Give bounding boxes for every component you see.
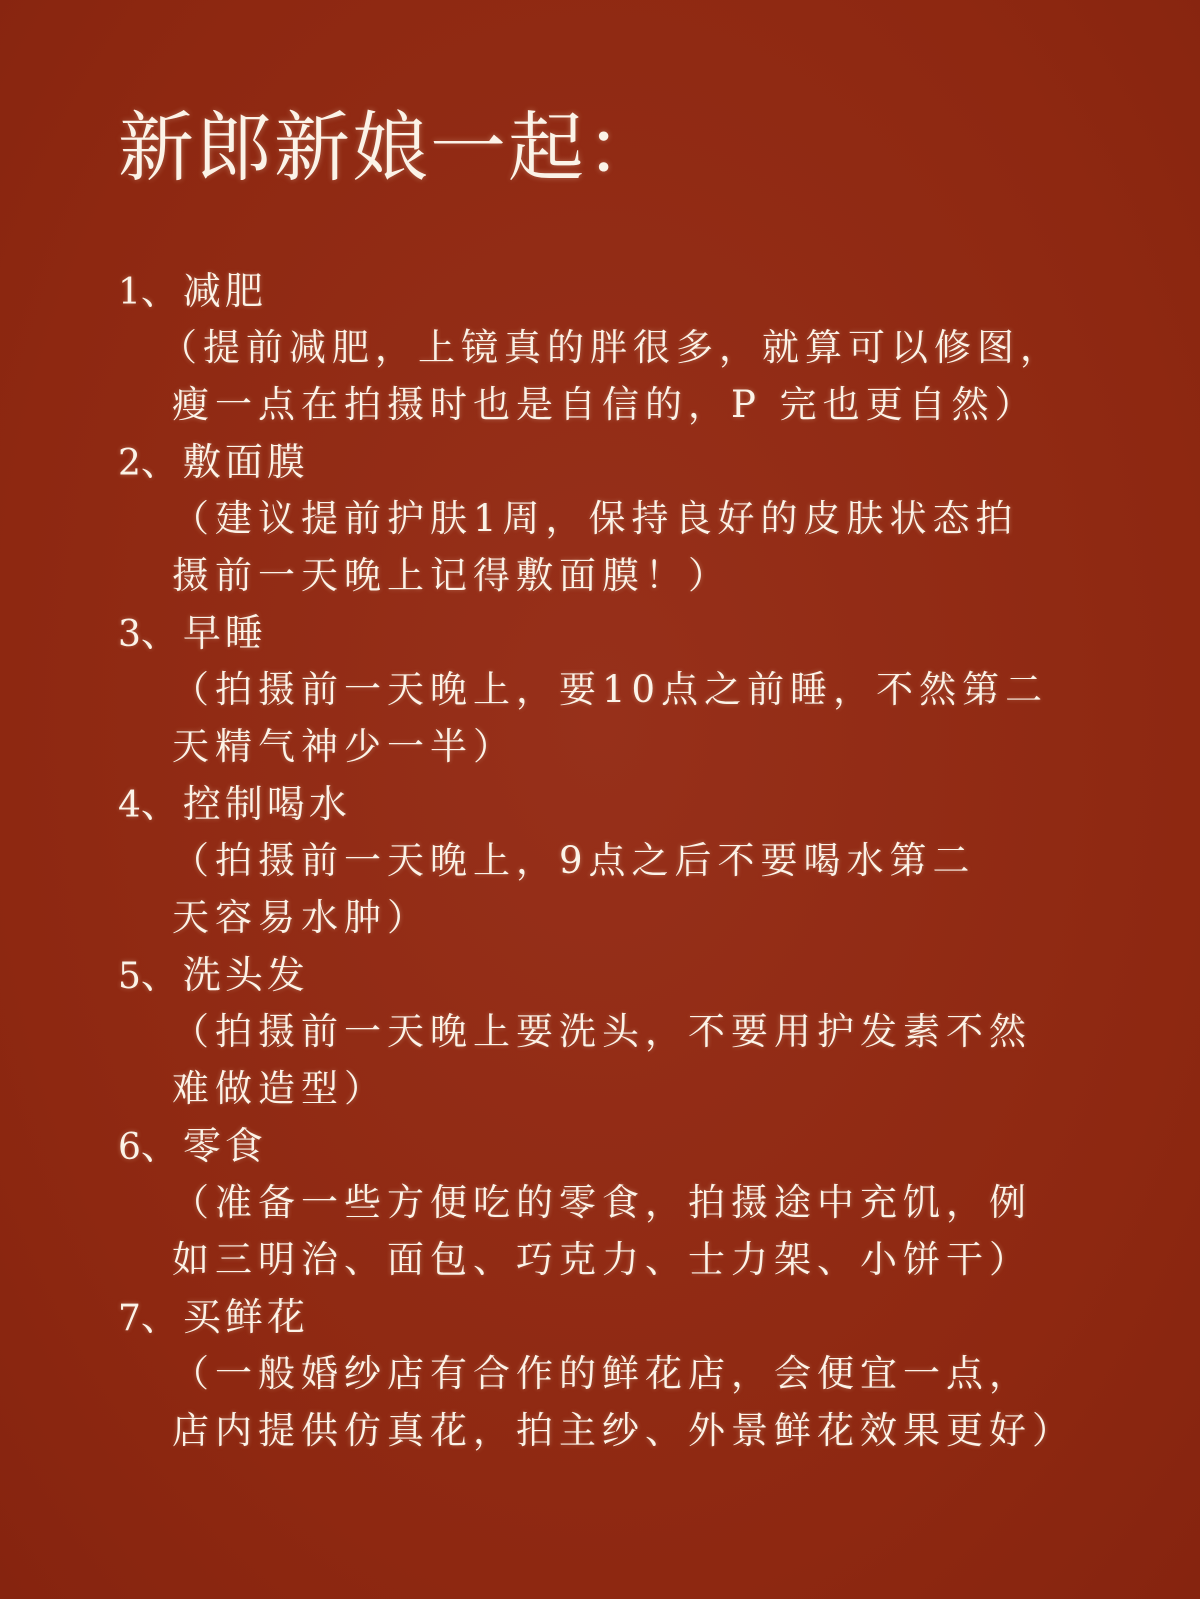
item-number: 3 xyxy=(118,614,141,655)
item-name: 早睡 xyxy=(182,611,267,655)
item-number: 6 xyxy=(118,1127,141,1168)
item-name: 零食 xyxy=(182,1124,267,1168)
item-name: 敷面膜 xyxy=(182,440,309,484)
item-detail-line: （一般婚纱店有合作的鲜花店，会便宜一点， xyxy=(172,1352,1032,1395)
list-item xyxy=(118,604,1118,775)
item-separator: 、 xyxy=(140,1295,183,1339)
item-detail-line: （拍摄前一天晚上要洗头，不要用护发素不然 xyxy=(172,1010,1032,1053)
item-separator: 、 xyxy=(140,782,183,826)
item-separator: 、 xyxy=(140,440,183,484)
item-heading xyxy=(118,1288,1118,1346)
item-detail-line: （建议提前护肤1周，保持良好的皮肤状态拍 xyxy=(172,497,1019,540)
item-name: 控制喝水 xyxy=(182,782,351,826)
item-detail-line: 天精气神少一半） xyxy=(172,724,516,768)
list-item xyxy=(118,1117,1118,1288)
item-heading xyxy=(118,775,1118,833)
item-detail-line: （拍摄前一天晚上，9点之后不要喝水第二 xyxy=(172,839,976,882)
item-separator: 、 xyxy=(140,269,183,313)
list-item xyxy=(118,1288,1118,1459)
list-item xyxy=(118,946,1118,1117)
item-separator: 、 xyxy=(140,1124,183,1168)
item-detail-line: 店内提供仿真花，拍主纱、外景鲜花效果更好） xyxy=(172,1408,1075,1452)
item-detail-line: （拍摄前一天晚上，要10点之前睡，不然第二 xyxy=(172,668,1049,711)
item-detail-line: 难做造型） xyxy=(172,1066,387,1110)
page-title: 新郎新娘一起： xyxy=(118,103,664,192)
item-name: 洗头发 xyxy=(182,953,309,997)
item-detail-line: 如三明治、面包、巧克力、士力架、小饼干） xyxy=(172,1237,1032,1281)
item-heading xyxy=(118,262,1118,320)
item-number: 1 xyxy=(118,272,141,313)
item-heading xyxy=(118,604,1118,662)
item-detail-line: 天容易水肿） xyxy=(172,895,430,939)
item-number: 4 xyxy=(118,785,141,826)
item-number: 7 xyxy=(118,1298,141,1339)
item-heading xyxy=(118,946,1118,1004)
item-separator: 、 xyxy=(140,611,183,655)
list-item xyxy=(118,262,1118,433)
item-heading xyxy=(118,1117,1118,1175)
item-separator: 、 xyxy=(140,953,183,997)
item-detail-line: （准备一些方便吃的零食，拍摄途中充饥，例 xyxy=(172,1181,1032,1224)
item-number: 2 xyxy=(118,443,141,484)
item-name: 减肥 xyxy=(182,269,267,313)
item-detail-line: 摄前一天晚上记得敷面膜！） xyxy=(172,553,731,597)
item-detail-line: （提前减肥，上镜真的胖很多，就算可以修图， xyxy=(160,326,1063,369)
tips-list xyxy=(118,262,1118,1459)
item-number: 5 xyxy=(118,956,141,997)
item-detail-line: 瘦一点在拍摄时也是自信的，P 完也更自然） xyxy=(172,382,1038,426)
item-heading xyxy=(118,433,1118,491)
list-item xyxy=(118,775,1118,946)
list-item xyxy=(118,433,1118,604)
item-name: 买鲜花 xyxy=(182,1295,309,1339)
